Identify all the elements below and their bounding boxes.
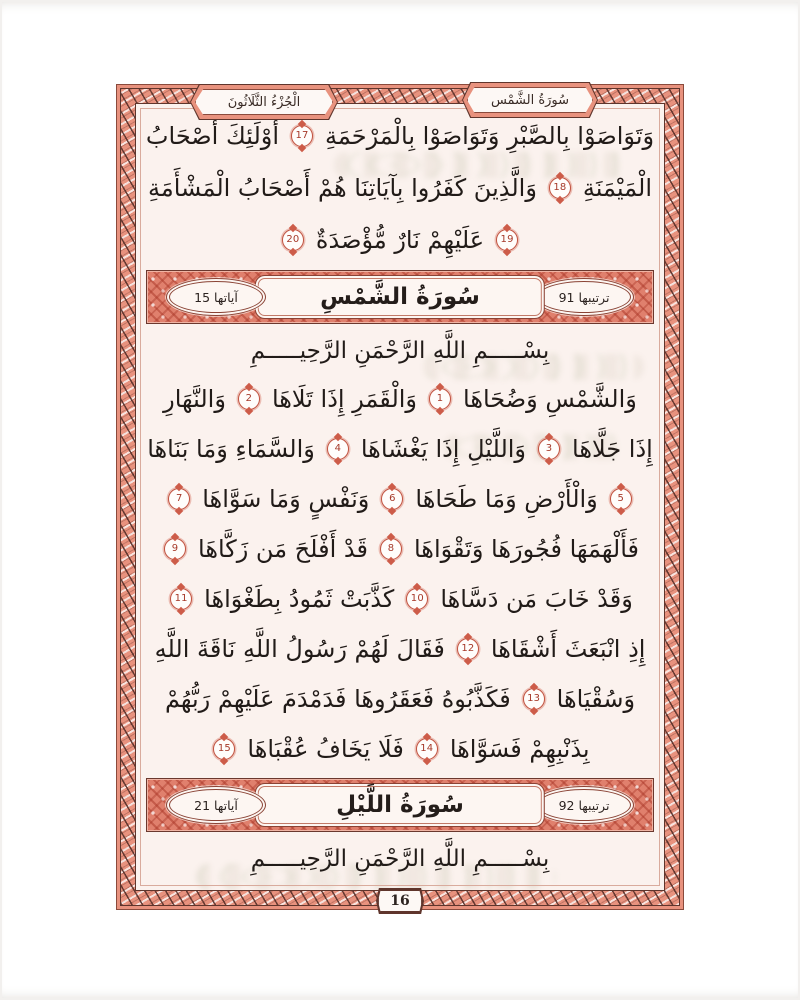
- ayah-number: 6: [389, 493, 396, 504]
- surah-ayat-value: 21: [194, 797, 211, 813]
- ayah-end-rosette: [406, 588, 428, 610]
- ayah-number: 20: [286, 234, 300, 245]
- ayah-number: 12: [461, 643, 475, 654]
- ayah-end-rosette: [416, 738, 438, 760]
- verse-text: إِذَا جَلَّاهَا: [572, 435, 653, 463]
- ayah-end-rosette: [170, 588, 192, 610]
- ayah-end-rosette: [291, 125, 313, 147]
- ayah-number: 2: [245, 393, 253, 404]
- surah-ayat-count-badge: [169, 281, 263, 313]
- ayah-number: 8: [387, 543, 395, 554]
- verse-text: وَالسَّمَاءِ وَمَا بَنَاهَا: [147, 435, 315, 463]
- verse-text: فَلَا يَخَافُ عُقْبَاهَا: [247, 735, 404, 763]
- ayah-number: 9: [171, 543, 179, 554]
- surah-title-text: سُورَةُ اللَّيْلِ: [336, 792, 464, 818]
- quran-line: [144, 374, 656, 424]
- ayah-number: 10: [410, 593, 424, 604]
- surah-ayat-value: 15: [194, 289, 211, 305]
- ayah-end-rosette: [164, 538, 186, 560]
- ayah-end-rosette: [538, 438, 560, 460]
- verse-text: وَالشَّمْسِ وَضُحَاهَا: [463, 385, 637, 413]
- juz-label: الْجُزْءُ الثَّلَاثُونَ: [227, 94, 301, 110]
- verse-text: وَنَفْسٍ وَمَا سَوَّاهَا: [202, 485, 370, 513]
- quran-line: [144, 214, 656, 266]
- verse-text: وَالنَّهَارِ: [163, 385, 226, 413]
- page-number: 16: [390, 893, 410, 909]
- surah-ayat-label: آياتها: [214, 289, 238, 305]
- surah-ayat-count-badge: [169, 789, 263, 821]
- quran-line: [144, 524, 656, 574]
- page-body: [135, 103, 665, 891]
- surah-title: [255, 783, 545, 827]
- verse-text: وَتَوَاصَوْا بِالصَّبْرِ وَتَوَاصَوْا بِالْمَرْحَمَةِ: [325, 122, 655, 150]
- ayah-end-rosette: [380, 538, 402, 560]
- verse-text: إِذِ انْبَعَثَ أَشْقَاهَا: [490, 635, 646, 663]
- ayah-number: 18: [553, 182, 567, 193]
- ayah-end-rosette: [238, 388, 260, 410]
- ayah-number: 4: [334, 443, 342, 454]
- quran-line: [144, 624, 656, 674]
- surah-balad-ending-lines: [144, 110, 656, 266]
- surah-ayat-label: آياتها: [214, 797, 238, 813]
- page-number-plaque: [376, 888, 424, 914]
- surah-order-badge: [537, 789, 631, 821]
- ayah-number: 14: [420, 743, 434, 754]
- ayah-end-rosette: [213, 738, 235, 760]
- ayah-end-rosette: [168, 488, 190, 510]
- verse-text: فَكَذَّبُوهُ فَعَقَرُوهَا فَدَمْدَمَ عَلَيْهِمْ رَبُّهُمْ: [164, 685, 511, 713]
- verse-text: وَسُقْيَاهَا: [556, 685, 636, 713]
- verse-text: وَاللَّيْلِ إِذَا يَغْشَاهَا: [360, 435, 527, 463]
- ayah-number: 17: [295, 130, 309, 141]
- surah-order-value: 92: [558, 797, 575, 813]
- ayah-number: 15: [217, 743, 231, 754]
- quran-text-content: [136, 104, 664, 890]
- ayah-number: 11: [174, 593, 188, 604]
- surah-title: [255, 275, 545, 319]
- surah-title-text: سُورَةُ الشَّمْسِ: [320, 284, 480, 310]
- verse-text: قَدْ أَفْلَحَ مَن زَكَّاهَا: [198, 535, 368, 563]
- verse-text: وَالْأَرْضِ وَمَا طَحَاهَا: [415, 485, 598, 513]
- verse-text: فَأَلْهَمَهَا فُجُورَهَا وَتَقْوَاهَا: [413, 535, 640, 563]
- surah-order-badge: [537, 281, 631, 313]
- quran-line: [144, 474, 656, 524]
- bismillah: بِسْـــــمِ اللَّهِ الرَّحْمَنِ الرَّحِيـــــمِ: [250, 338, 550, 364]
- quran-line: [144, 424, 656, 474]
- ayah-number: 5: [617, 493, 625, 504]
- surah-shams-header-band: [146, 270, 654, 324]
- quran-line: [144, 162, 656, 214]
- bismillah: بِسْـــــمِ اللَّهِ الرَّحْمَنِ الرَّحِيـــــمِ: [250, 846, 550, 872]
- ayah-end-rosette: [282, 229, 304, 251]
- juz-cartouche: [190, 84, 338, 120]
- surah-order-label: ترتيبها: [578, 289, 610, 305]
- verse-text: عَلَيْهِمْ نَارٌ مُّؤْصَدَةٌ: [315, 226, 485, 254]
- verse-text: كَذَّبَتْ ثَمُودُ بِطَغْوَاهَا: [204, 585, 395, 613]
- verse-text: فَقَالَ لَهُمْ رَسُولُ اللَّهِ نَاقَةَ اللَّهِ: [154, 635, 445, 663]
- ayah-number: 7: [175, 493, 183, 504]
- verse-text: وَقَدْ خَابَ مَن دَسَّاهَا: [440, 585, 633, 613]
- ayah-number: 3: [545, 443, 553, 454]
- surah-order-value: 91: [558, 289, 575, 305]
- ayah-end-rosette: [381, 488, 403, 510]
- surah-shams-verse-lines: [144, 374, 656, 774]
- surah-order-label: ترتيبها: [578, 797, 610, 813]
- verse-text: الْمَيْمَنَةِ: [582, 174, 653, 202]
- surah-layl-header-band: [146, 778, 654, 832]
- ayah-end-rosette: [429, 388, 451, 410]
- ayah-end-rosette: [457, 638, 479, 660]
- quran-line: [144, 574, 656, 624]
- ayah-end-rosette: [523, 688, 545, 710]
- ayah-number: 19: [500, 234, 514, 245]
- verse-text: وَالْقَمَرِ إِذَا تَلَاهَا: [271, 385, 418, 413]
- verse-text: أُوْلَئِكَ أَصْحَابُ: [145, 122, 280, 150]
- quran-line: [144, 724, 656, 774]
- verse-text: بِذَنْبِهِمْ فَسَوَّاهَا: [449, 735, 590, 763]
- ayah-end-rosette: [610, 488, 632, 510]
- ornamental-border-frame: [120, 88, 680, 906]
- ayah-end-rosette: [549, 177, 571, 199]
- ayah-end-rosette: [496, 229, 518, 251]
- ayah-number: 13: [527, 693, 541, 704]
- surah-name-cartouche: [462, 82, 598, 118]
- surah-name-label: سُورَةُ الشَّمْس: [490, 92, 570, 108]
- quran-line: [144, 674, 656, 724]
- ayah-number: 1: [436, 393, 444, 404]
- verse-text: وَالَّذِينَ كَفَرُوا بِآيَاتِنَا هُمْ أَصْحَابُ الْمَشْأَمَةِ: [148, 174, 537, 202]
- ayah-end-rosette: [327, 438, 349, 460]
